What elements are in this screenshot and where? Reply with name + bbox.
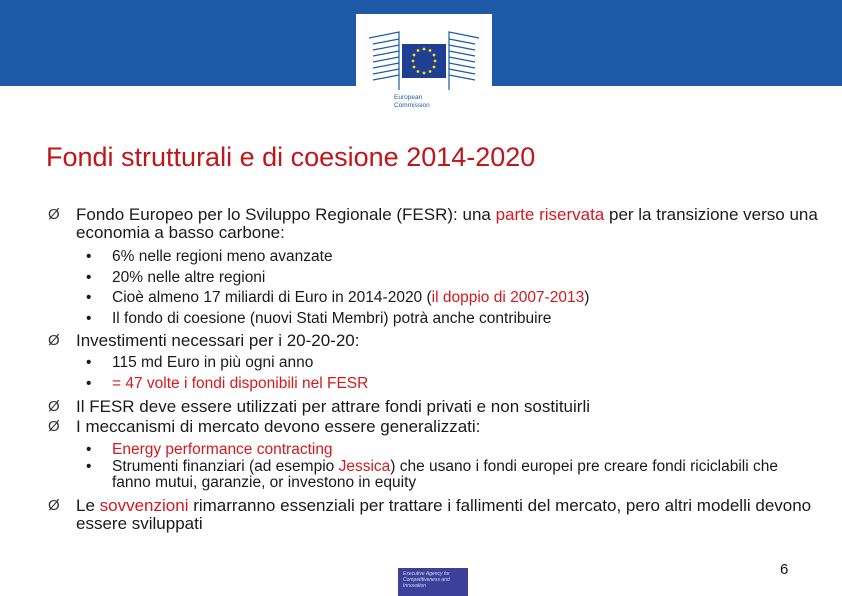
list-item: • = 47 volte i fondi disponibili nel FESR (86, 374, 369, 392)
list-item: • Strumenti finanziari (ad esempio Jessica) che usano i fondi europei pre creare fondi riciclabili che fanno mutui, garanzie, or investono in equity (86, 458, 778, 491)
bullet-meccanismi: Ø I meccanismi di mercato devono essere generalizzati: (48, 417, 481, 436)
sub-list (48, 247, 818, 329)
bullet-investimenti: Ø Investimenti necessari per i 20-20-20: (48, 331, 360, 350)
slide-content (48, 206, 818, 533)
sub-list (48, 353, 818, 394)
arrow-bullet-icon: Ø (48, 206, 60, 223)
arrow-bullet-icon: Ø (48, 398, 60, 415)
list-item: • 20% nelle altre regioni (86, 268, 266, 286)
list-item: • Il fondo di coesione (nuovi Stati Membri) potrà anche contribuire (86, 309, 552, 327)
european-commission-logo (356, 14, 492, 122)
executive-agency-logo: Executive Agency for Competitiveness and Innovation (398, 568, 468, 596)
arrow-bullet-icon: Ø (48, 418, 60, 435)
list-item: • 115 md Euro in più ogni anno (86, 354, 314, 371)
bullet-sovvenzioni: Ø Le sovvenzioni rimarranno essenziali per trattare i fallimenti del mercato, pero altri modelli devono essere sviluppati (48, 496, 812, 533)
logo-text: European Commission (394, 94, 430, 109)
arrow-bullet-icon: Ø (48, 497, 60, 514)
list-item: • Energy performance contracting (86, 441, 333, 458)
sub-list (48, 440, 818, 491)
bullet-fesr-privati: Ø Il FESR deve essere utilizzati per attrare fondi privati e non sostituirli (48, 397, 591, 416)
slide-title: Fondi strutturali e di coesione 2014-2020 (46, 142, 536, 172)
berlaymont-building-icon (364, 20, 484, 90)
list-item: • Cioè almeno 17 miliardi di Euro in 2014-2020 (il doppio di 2007-2013) (86, 289, 590, 306)
arrow-bullet-icon: Ø (48, 332, 60, 349)
page-number: 6 (780, 561, 789, 578)
list-item: • 6% nelle regioni meno avanzate (86, 248, 333, 265)
bullet-fesr: Ø Fondo Europeo per lo Sviluppo Regionale (FESR): una parte riservata per la transizione verso una economia a basso carbone: (48, 205, 818, 242)
